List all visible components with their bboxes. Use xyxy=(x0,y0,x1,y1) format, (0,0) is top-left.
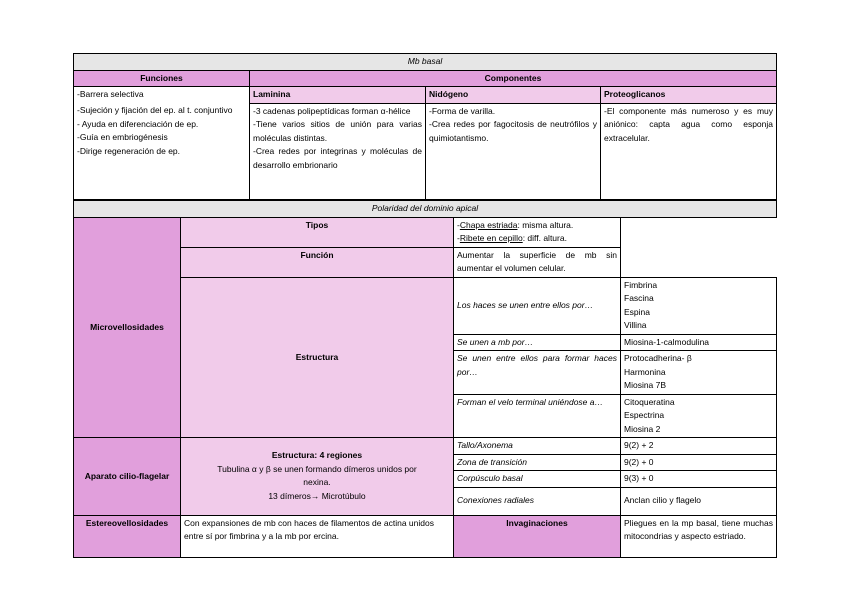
cilio-answer: 9(2) + 2 xyxy=(621,438,777,455)
funciones-item: -Barrera selectiva xyxy=(74,87,250,104)
laminina-item: -Tiene varios sitios de unión para varias moléculas distintas. xyxy=(253,119,422,143)
cilio-answer: 9(3) + 0 xyxy=(621,471,777,488)
tipos-value xyxy=(454,217,621,247)
funcion-value: Aumentar la superficie de mb sin aumentar el volumen celular. xyxy=(454,247,621,277)
cilio-answer: Anclan cilio y flagelo xyxy=(621,487,777,515)
estructura-answer: Protocadherina- β Harmonina Miosina 7B xyxy=(621,351,777,395)
estructura-question: Se unen a mb por… xyxy=(454,334,621,351)
funciones-item: -Sujeción y fijación del ep. al t. conjuntivo xyxy=(77,105,233,115)
estructura-question: Forman el velo terminal uniéndose a… xyxy=(454,394,621,438)
estructura-question: Se unen entre ellos para formar haces por… xyxy=(454,351,621,395)
estereo-text: Con expansiones de mb con haces de filamentos de actina unidos entre sí por fimbrina y a la mb por ercina. xyxy=(181,515,454,557)
tipos-item-chapa: -Chapa estriada: misma altura. xyxy=(457,219,574,230)
funciones-item: -Dirige regeneración de ep. xyxy=(77,145,181,156)
cilio-estructura-text: nexina. xyxy=(303,477,331,488)
mb-basal-table xyxy=(73,53,777,200)
proteoglicanos-item: -El componente más numeroso y es muy aniónico: capta agua como esponja extracelular. xyxy=(604,105,773,143)
cilio-estructura-text: Tubulina α y β se unen formando dímeros unidos por xyxy=(217,463,417,474)
estructura-label: Estructura xyxy=(181,277,454,438)
laminina-header: Laminina xyxy=(250,87,426,104)
nidogeno-item: -Crea redes por fagocitosis de neutrófilos y quimiotantismo. xyxy=(429,119,597,143)
mb-basal-title: Mb basal xyxy=(74,54,777,71)
cilio-question: Zona de transición xyxy=(454,454,621,471)
tipos-item-ribete: -Ribete en cepillo: diff. altura. xyxy=(457,233,567,243)
microvellosidades-label: Microvellosidades xyxy=(74,217,181,438)
funciones-cell xyxy=(74,103,250,199)
tipos-label: Tipos xyxy=(181,217,454,247)
estructura-answer: Fimbrina Fascina Espina Villina xyxy=(621,277,777,334)
componentes-header: Componentes xyxy=(250,70,777,87)
estructura-answer: Citoqueratina Espectrina Miosina 2 xyxy=(621,394,777,438)
invaginaciones-text: Pliegues en la mp basal, tiene muchas mitocondrias y aspecto estriado. xyxy=(621,515,777,557)
cilio-estructura-text: 13 dímeros→ Microtúbulo xyxy=(268,490,366,501)
cilio-question: Conexiones radiales xyxy=(454,487,621,515)
proteoglicanos-header: Proteoglicanos xyxy=(601,87,777,104)
empty-cell xyxy=(621,217,777,277)
estructura-question: Los haces se unen entre ellos por… xyxy=(454,277,621,334)
laminina-cell xyxy=(250,103,426,199)
funcion-label: Función xyxy=(181,247,454,277)
funciones-item: -Guía en embriogénesis xyxy=(77,132,168,142)
cilio-question: Tallo/Axonema xyxy=(454,438,621,455)
funciones-header: Funciones xyxy=(74,70,250,87)
funciones-item: - Ayuda en diferenciación de ep. xyxy=(77,118,199,129)
nidogeno-cell xyxy=(426,103,601,199)
cilio-answer: 9(2) + 0 xyxy=(621,454,777,471)
estructura-answer: Miosina-1-calmodulina xyxy=(621,334,777,351)
laminina-item: -3 cadenas polipeptídicas forman α-hélice xyxy=(253,105,411,116)
nidogeno-header: Nidógeno xyxy=(426,87,601,104)
laminina-item: -Crea redes por integrinas y moléculas de desarrollo embrionario xyxy=(253,146,422,170)
invaginaciones-label: Invaginaciones xyxy=(454,515,621,557)
cilio-estructura-title: Estructura: 4 regiones xyxy=(271,450,363,461)
nidogeno-item: -Forma de varilla. xyxy=(429,105,496,116)
polaridad-table xyxy=(73,200,777,558)
cilio-label: Aparato cilio-flagelar xyxy=(74,438,181,516)
proteoglicanos-cell xyxy=(601,103,777,199)
polaridad-title: Polaridad del dominio apical xyxy=(74,201,777,218)
cilio-question: Corpúsculo basal xyxy=(454,471,621,488)
cilio-estructura xyxy=(181,438,454,516)
estereo-label: Estereovellosidades xyxy=(74,515,181,557)
